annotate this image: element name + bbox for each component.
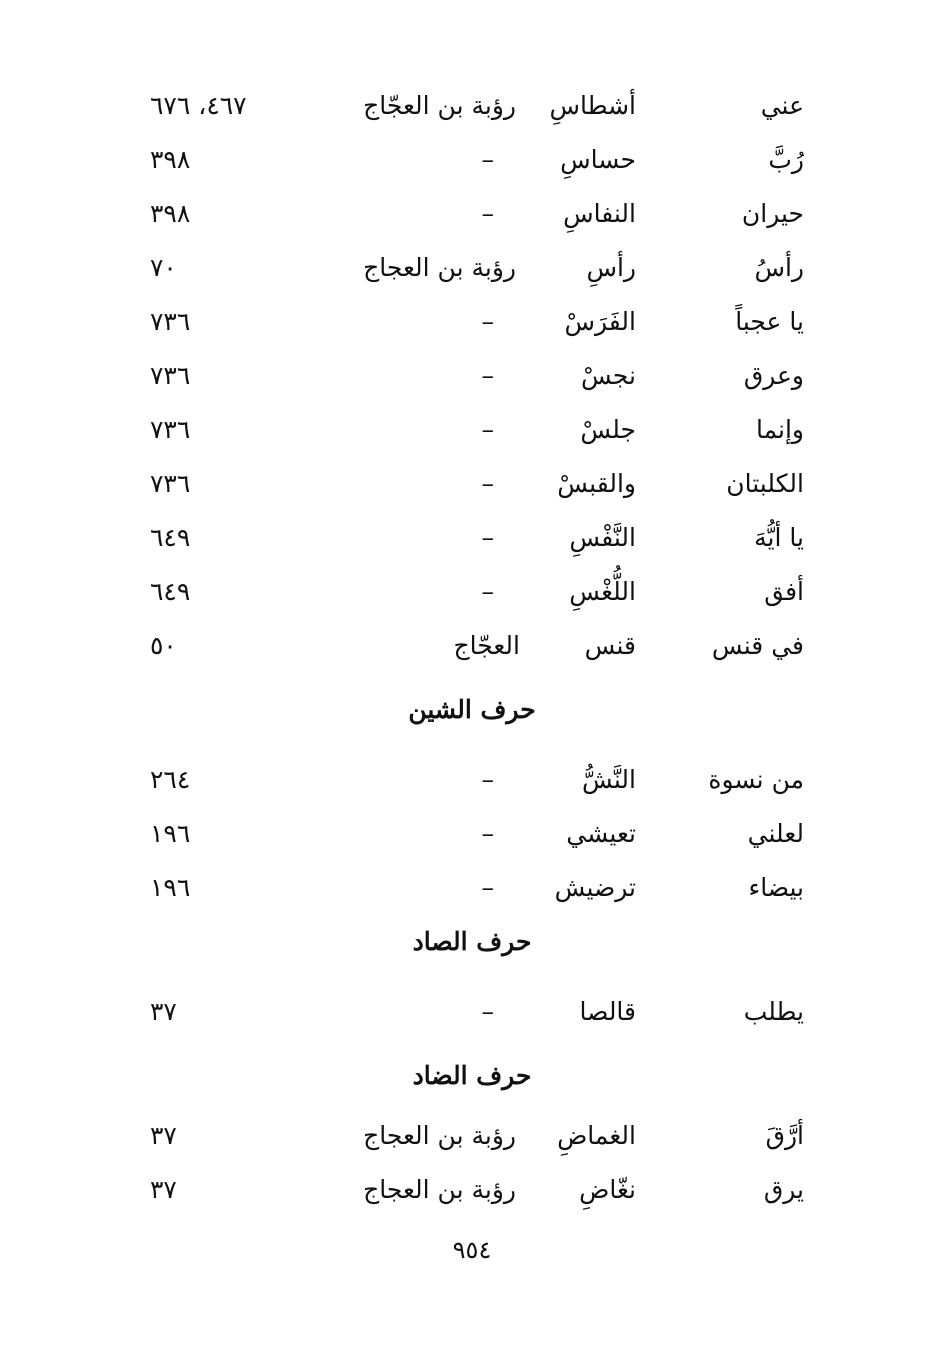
poet-cell: – [481,765,494,794]
table-row [0,354,944,398]
pages-value: ٧٣٦ [150,469,191,498]
rhyme-cell: اللُّغْسِ [569,577,636,606]
pages-cell [150,758,268,802]
table-row [0,84,944,128]
table-row [0,990,944,1034]
pages-value: ٧٣٦ [150,415,191,444]
pages-cell [150,246,268,290]
poet-cell: – [481,469,494,498]
section-heading: حرف الضاد [412,1061,532,1090]
word-cell: أرَّقَ [765,1121,804,1150]
word-cell: يطلب [743,997,804,1026]
table-row [0,812,944,856]
rhyme-cell: قالصا [579,997,636,1026]
pages-cell [150,354,268,398]
pages-value: ٧٣٦ [150,307,191,336]
word-cell: في قنس [711,631,804,660]
pages-value: ٦٤٩ [150,577,191,606]
pages-cell [150,516,268,560]
table-row [0,138,944,182]
pages-value: ٣٧ [150,1121,177,1150]
pages-cell [150,624,268,668]
pages-cell [150,1168,268,1212]
rhyme-cell: رأسِ [586,253,636,282]
rhyme-cell: النفاسِ [563,199,636,228]
section-heading: حرف الشين [408,695,536,724]
pages-value: ٣٩٨ [150,145,191,174]
pages-cell [150,990,268,1034]
pages-cell [150,138,268,182]
rhyme-cell: الفَرَسْ [564,307,636,336]
word-cell: يرق [763,1175,804,1204]
rhyme-cell: جلسْ [580,415,636,444]
table-row [0,758,944,802]
poet-cell: – [481,415,494,444]
table-row [0,408,944,452]
word-cell: رأسُ [754,253,804,282]
poet-cell: رؤبة بن العجاج [363,1175,516,1204]
poet-cell: – [481,873,494,902]
poet-cell: – [481,145,494,174]
poet-cell: رؤبة بن العجّاج [363,91,516,120]
table-row [0,192,944,236]
word-cell: لعلني [747,819,804,848]
pages-value: ٤٦٧، ٦٧٦ [150,91,247,120]
poet-cell: – [481,361,494,390]
rhyme-cell: حساسِ [560,145,636,174]
pages-value: ٣٩٨ [150,199,191,228]
word-cell: رُبَّ [768,145,804,174]
word-cell: بيضاء [748,873,804,902]
pages-value: ٣٧ [150,997,177,1026]
table-row [0,462,944,506]
poet-cell: رؤبة بن العجاج [363,253,516,282]
table-row [0,1168,944,1212]
table-row [0,1114,944,1158]
table-row [0,300,944,344]
poet-cell: – [481,577,494,606]
table-row [0,246,944,290]
section-heading: حرف الصاد [412,927,532,956]
poet-cell: – [481,819,494,848]
word-cell: الكلبتان [726,469,804,498]
pages-cell [150,462,268,506]
table-row [0,624,944,668]
pages-cell [150,300,268,344]
pages-value: ٧٣٦ [150,361,191,390]
pages-value: ١٩٦ [150,819,191,848]
rhyme-cell: النَّفْسِ [569,523,636,552]
pages-value: ٦٤٩ [150,523,191,552]
poet-cell: – [481,997,494,1026]
rhyme-cell: أشطاسِ [549,91,636,120]
rhyme-cell: ترضيش [554,873,636,902]
page-number: ٩٥٤ [452,1236,492,1264]
word-cell: يا أيُّهَ [754,523,804,552]
pages-cell [150,1114,268,1158]
word-cell: حيران [741,199,804,228]
poet-cell: – [481,307,494,336]
rhyme-cell: الغماضِ [557,1121,636,1150]
word-cell: يا عجباً [735,307,804,336]
pages-value: ٢٦٤ [150,765,191,794]
rhyme-cell: النَّشُّ [582,765,636,794]
poet-cell: العجّاج [453,631,520,660]
table-row [0,570,944,614]
word-cell: وإنما [755,415,804,444]
rhyme-cell: نجسْ [581,361,636,390]
pages-cell [150,812,268,856]
pages-value: ١٩٦ [150,873,191,902]
word-cell: أفق [764,577,804,606]
poet-cell: رؤبة بن العجاج [363,1121,516,1150]
table-row [0,516,944,560]
poet-cell: – [481,199,494,228]
word-cell: من نسوة [708,765,804,794]
rhyme-cell: تعيشي [566,819,636,848]
poet-cell: – [481,523,494,552]
pages-value: ٣٧ [150,1175,177,1204]
table-row [0,866,944,910]
pages-cell [150,408,268,452]
word-cell: وعرق [743,361,804,390]
rhyme-cell: والقبسْ [557,469,636,498]
pages-cell [150,866,268,910]
word-cell: عني [760,91,804,120]
pages-value: ٧٠ [150,253,177,282]
pages-value: ٥٠ [150,631,177,660]
rhyme-cell: نغّاضِ [579,1175,636,1204]
rhyme-cell: قنس [584,631,636,660]
pages-cell [150,570,268,614]
pages-cell [150,84,268,128]
pages-cell [150,192,268,236]
